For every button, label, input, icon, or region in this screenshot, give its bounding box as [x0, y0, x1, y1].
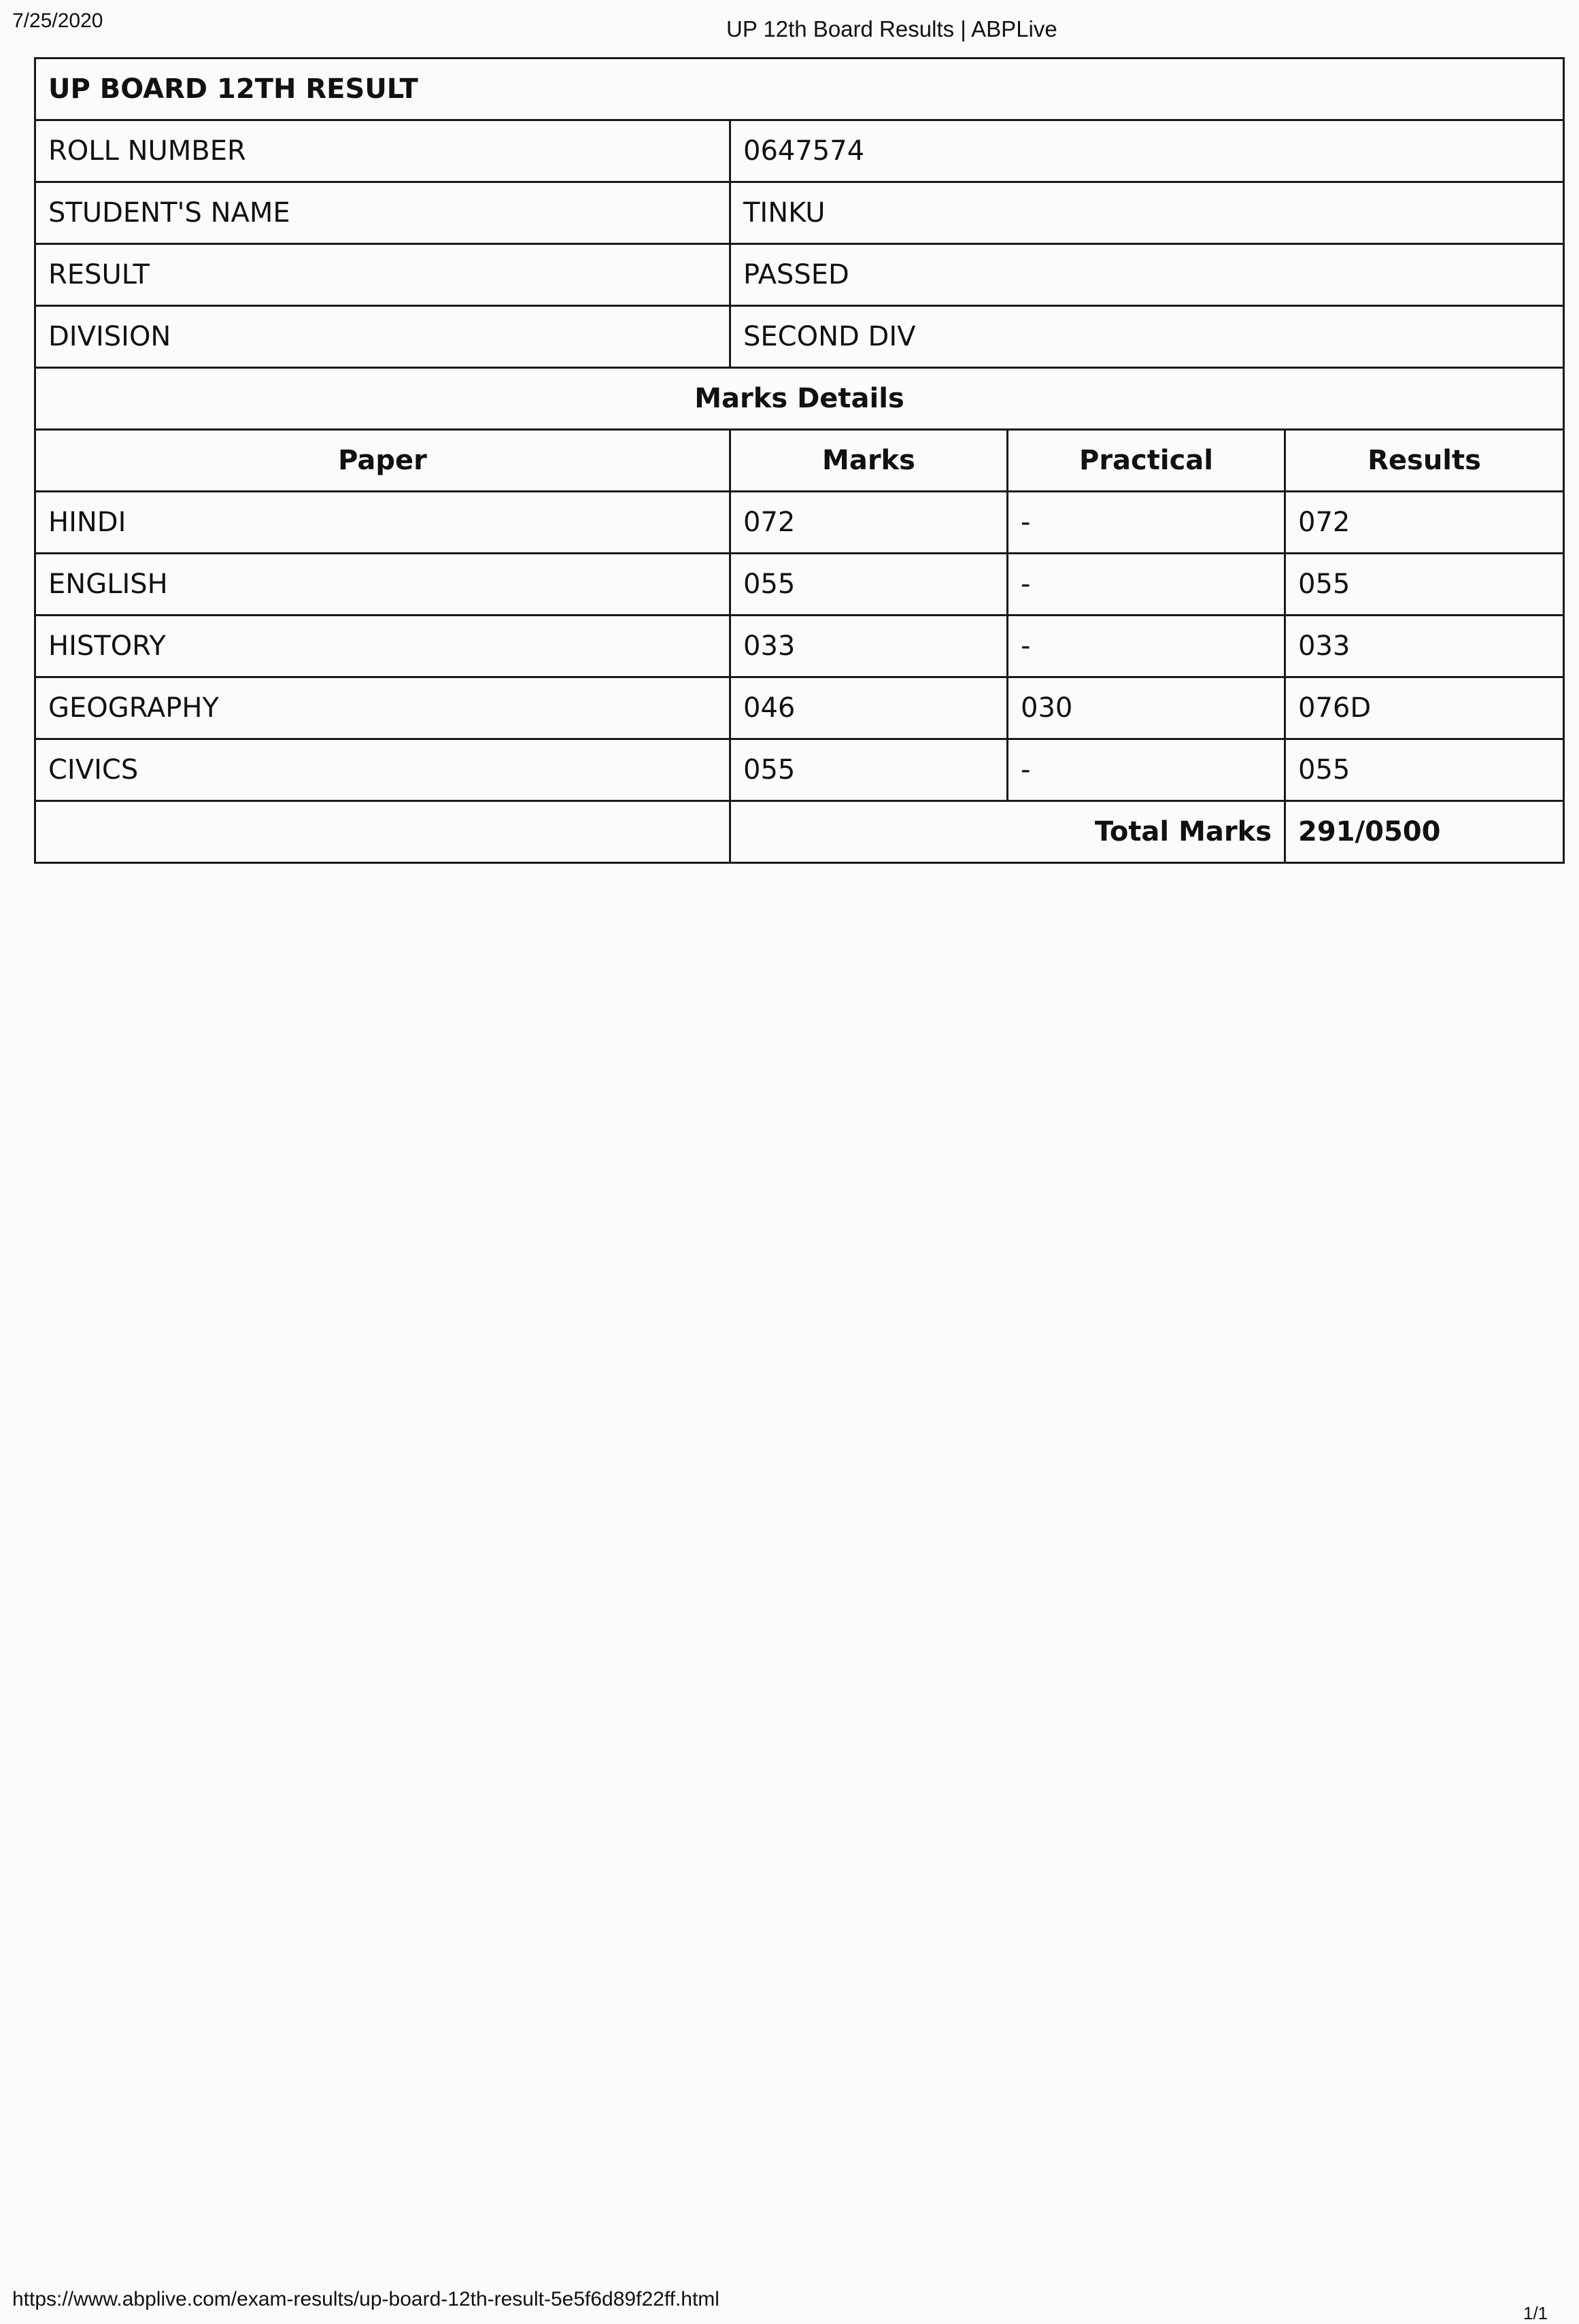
column-header-results: Results — [1285, 430, 1564, 492]
marks-cell: 072 — [730, 492, 1008, 554]
info-value: 0647574 — [730, 120, 1564, 182]
paper-cell: HINDI — [35, 492, 730, 554]
info-row-result — [35, 244, 1564, 306]
table-row — [35, 554, 1564, 616]
results-cell: 055 — [1285, 554, 1564, 616]
practical-cell: - — [1008, 739, 1285, 801]
info-row-student-name — [35, 182, 1564, 244]
results-cell: 072 — [1285, 492, 1564, 554]
paper-cell: GEOGRAPHY — [35, 677, 730, 739]
marks-cell: 033 — [730, 616, 1008, 677]
total-marks-label: Total Marks — [730, 801, 1285, 863]
page-number: 1/1 — [1523, 2303, 1548, 2323]
info-row-division — [35, 306, 1564, 368]
total-marks-value: 291/0500 — [1285, 801, 1564, 863]
result-title: UP BOARD 12TH RESULT — [35, 58, 1564, 120]
table-row — [35, 616, 1564, 677]
marks-cell: 046 — [730, 677, 1008, 739]
info-label: ROLL NUMBER — [35, 120, 730, 182]
info-value: SECOND DIV — [730, 306, 1564, 368]
column-header-practical: Practical — [1008, 430, 1285, 492]
paper-cell: HISTORY — [35, 616, 730, 677]
result-title-row — [35, 58, 1564, 120]
results-cell: 076D — [1285, 677, 1564, 739]
info-value: PASSED — [730, 244, 1564, 306]
practical-cell: - — [1008, 616, 1285, 677]
practical-cell: - — [1008, 554, 1285, 616]
info-label: STUDENT'S NAME — [35, 182, 730, 244]
table-row — [35, 677, 1564, 739]
practical-cell: 030 — [1008, 677, 1285, 739]
marks-details-heading: Marks Details — [35, 368, 1564, 430]
results-cell: 033 — [1285, 616, 1564, 677]
marks-cell: 055 — [730, 554, 1008, 616]
paper-cell: ENGLISH — [35, 554, 730, 616]
results-cell: 055 — [1285, 739, 1564, 801]
marks-header-row — [35, 430, 1564, 492]
print-date: 7/25/2020 — [12, 10, 103, 32]
practical-cell: - — [1008, 492, 1285, 554]
info-row-roll-number — [35, 120, 1564, 182]
info-label: RESULT — [35, 244, 730, 306]
info-label: DIVISION — [35, 306, 730, 368]
column-header-paper: Paper — [35, 430, 730, 492]
total-empty-cell — [35, 801, 730, 863]
footer-url: https://www.abplive.com/exam-results/up-board-12th-result-5e5f6d89f22ff.html — [12, 2288, 719, 2310]
page-title: UP 12th Board Results | ABPLive — [726, 16, 1057, 41]
column-header-marks: Marks — [730, 430, 1008, 492]
total-row — [35, 801, 1564, 863]
result-table — [34, 57, 1565, 864]
paper-cell: CIVICS — [35, 739, 730, 801]
marks-cell: 055 — [730, 739, 1008, 801]
marks-heading-row — [35, 368, 1564, 430]
table-row — [35, 739, 1564, 801]
info-value: TINKU — [730, 182, 1564, 244]
table-row — [35, 492, 1564, 554]
